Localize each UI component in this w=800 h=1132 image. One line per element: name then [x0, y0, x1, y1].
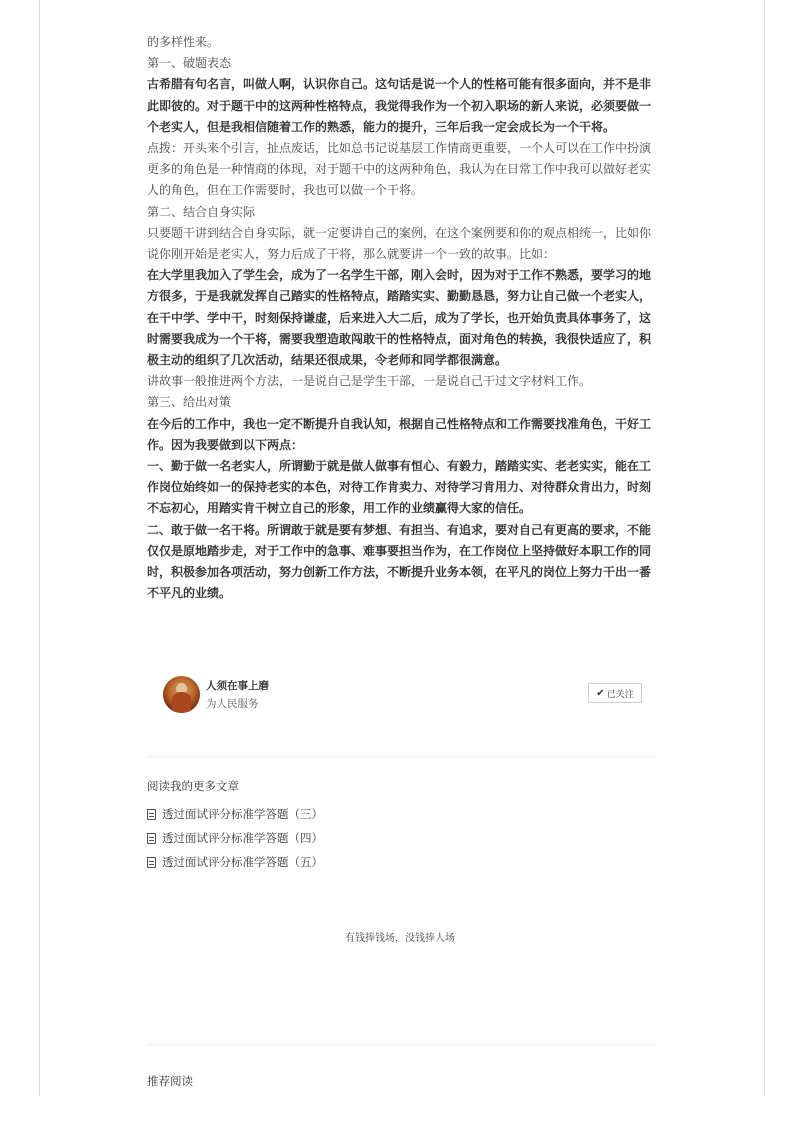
more-articles-list	[147, 802, 323, 874]
avatar-body-shape	[172, 692, 191, 713]
avatar[interactable]	[163, 676, 200, 713]
article-paragraph: 的多样性来。	[147, 35, 220, 49]
motto-text: 有钱捧钱场，没钱捧人场	[345, 933, 455, 944]
document-icon	[147, 833, 156, 844]
list-item[interactable]	[147, 802, 323, 826]
document-icon	[147, 809, 156, 820]
article-paragraph: 一、勤于做一名老实人，所谓勤于就是做人做事有恒心、有毅力，踏踏实实、老老实实，能在工作岗位始终如一的保持老实的本色，对待工作肯卖力、对待学习肯用力、对待群众肯出力，时刻不忘初心，用踏实肯干树立自己的形象，用工作的业绩赢得大家的信任。	[147, 459, 652, 516]
article-body	[147, 32, 659, 604]
article-paragraph: 讲故事一般推进两个方法，一是说自己是学生干部，一是说自己干过文字材料工作。	[147, 374, 592, 389]
divider	[147, 1044, 657, 1045]
article-paragraph: 古希腊有句名言，叫做人啊，认识你自己。这句话是说一个人的性格可能有很多面向，并不是非此即彼的。对于题干中的这两种性格特点，我觉得我作为一个初入职场的新人来说，必须要做一个老实人，但是我相信随着工作的熟悉，能力的提升，三年后我一定会成长为一个干将。	[147, 77, 652, 134]
recommend-title: 推荐阅读	[147, 1074, 193, 1088]
section-heading: 第二、结合自身实际	[147, 204, 256, 219]
list-item[interactable]	[147, 850, 323, 874]
section-heading: 第一、破题表态	[147, 56, 232, 71]
author-card	[147, 672, 657, 716]
author-signature: 为人民服务	[206, 698, 259, 710]
section-heading: 第三、给出对策	[147, 395, 232, 410]
document-icon	[147, 857, 156, 868]
article-link[interactable]: 透过面试评分标准学答题（四）	[162, 831, 323, 845]
article-link[interactable]: 透过面试评分标准学答题（三）	[162, 807, 323, 821]
article-paragraph: 二、敢于做一名干将。所谓敢于就是要有梦想、有担当、有追求，要对自己有更高的要求，不能仅仅是原地踏步走，对于工作中的急事、难事要担当作为，在工作岗位上坚持做好本职工作的同时，积极参加各项活动，努力创新工作方法，不断提升业务本领，在平凡的岗位上努力干出一番不平凡的业绩。	[147, 522, 652, 601]
list-item[interactable]	[147, 826, 323, 850]
article-paragraph: 在大学里我加入了学生会，成为了一名学生干部，刚入会时，因为对于工作不熟悉，要学习的地方很多，于是我就发挥自己踏实的性格特点，踏踏实实、勤勤恳恳，努力让自己做一个老实人，在干中学、学中干，时刻保持谦虚，后来进入大二后，成为了学长，也开始负责具体事务了，这时需要我成为一个干将，需要我塑造敢闯敢干的性格特点，面对角色的转换，我很快适应了，积极主动的组织了几次活动，结果还很成果，令老师和同学都很满意。	[147, 268, 652, 368]
article-paragraph: 点拨：开头来个引言，扯点废话，比如总书记说基层工作情商更重要，一个人可以在工作中扮演更多的角色是一种情商的体现，对于题干中的这两种角色，我认为在日常工作中我可以做好老实人的角色，但在工作需要时，我也可以做一个干将。	[147, 141, 652, 198]
article-paragraph: 只要题干讲到结合自身实际，就一定要讲自己的案例，在这个案例要和你的观点相统一，比如你说你刚开始是老实人，努力后成了干将，那么就要讲一个一致的故事。比如：	[147, 225, 652, 262]
check-icon: ✔	[596, 687, 605, 699]
follow-label: 已关注	[606, 689, 634, 700]
more-articles-title: 阅读我的更多文章	[147, 779, 239, 793]
author-name[interactable]: 人须在事上磨	[206, 680, 269, 692]
follow-button[interactable]	[588, 683, 642, 703]
article-link[interactable]: 透过面试评分标准学答题（五）	[162, 855, 323, 869]
divider	[147, 756, 657, 757]
article-paragraph: 在今后的工作中，我也一定不断提升自我认知，根据自己性格特点和工作需要找准角色，干好工作。因为我要做到以下两点：	[147, 416, 652, 452]
